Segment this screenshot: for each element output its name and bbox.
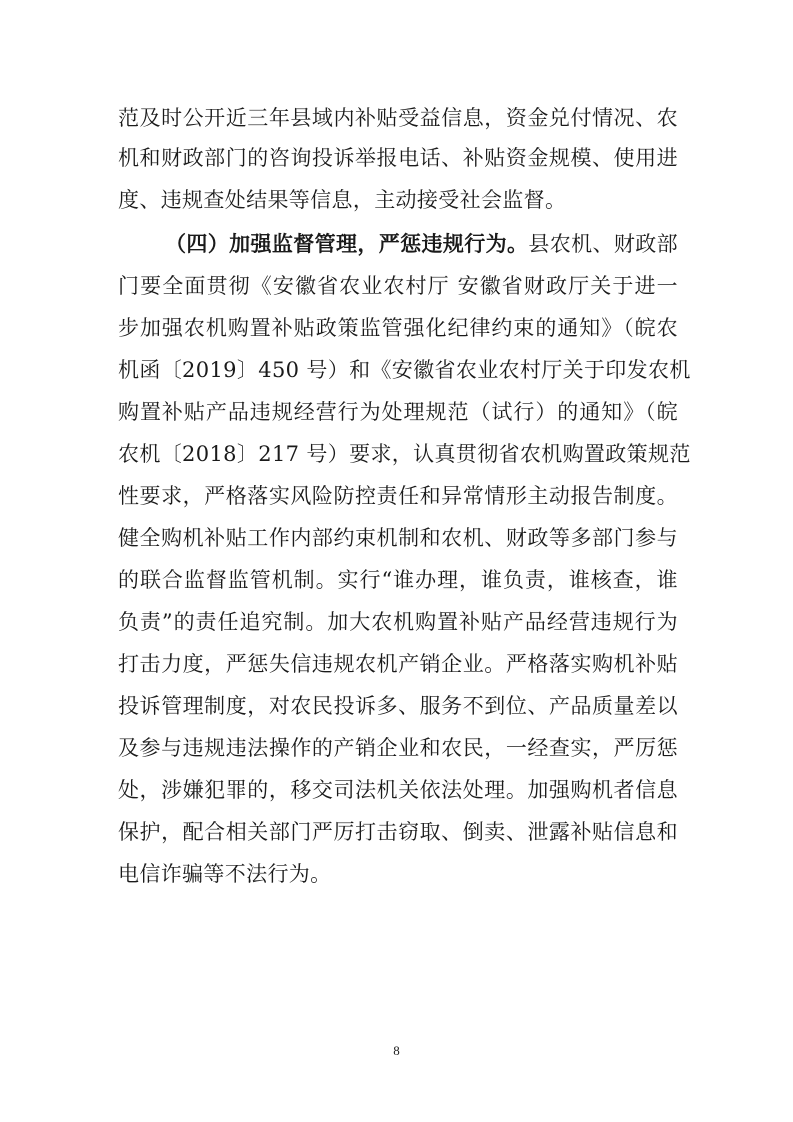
- paragraph-line: 打击力度，严惩失信违规农机产销企业。严格落实购机补贴: [118, 652, 678, 676]
- paragraph-first-line: [165, 230, 678, 258]
- paragraph-line: 投诉管理制度，对农民投诉多、服务不到位、产品质量差以: [118, 694, 678, 718]
- paragraph-line: 处，涉嫌犯罪的，移交司法机关依法处理。加强购机者信息: [118, 778, 678, 802]
- paragraph-line: 性要求，严格落实风险防控责任和异常情形主动报告制度。: [118, 484, 678, 508]
- paragraph-line: 步加强农机购置补贴政策监管强化纪律约束的通知》（皖农: [118, 316, 678, 340]
- paragraph-line: 的联合监督监管机制。实行“谁办理，谁负责，谁核查，谁: [118, 568, 678, 592]
- page-number: 8: [393, 1043, 400, 1058]
- section-heading: （四）加强监督管理，严惩违规行为。: [165, 231, 529, 256]
- paragraph-line: 门要全面贯彻《安徽省农业农村厅 安徽省财政厅关于进一: [118, 274, 678, 298]
- paragraph-text: 县农机、财政部: [528, 232, 678, 256]
- paragraph-line: 范及时公开近三年县域内补贴受益信息，资金兑付情况、农: [118, 106, 678, 130]
- paragraph-line: 机函〔2019〕450 号）和《安徽省农业农村厅关于印发农机: [118, 358, 691, 382]
- paragraph-line: 负责”的责任追究制。加大农机购置补贴产品经营违规行为: [118, 610, 678, 634]
- paragraph-line: 机和财政部门的咨询投诉举报电话、补贴资金规模、使用进: [118, 146, 678, 170]
- paragraph-line: 健全购机补贴工作内部约束机制和农机、财政等多部门参与: [118, 526, 678, 550]
- paragraph-line: 购置补贴产品违规经营行为处理规范（试行）的通知》（皖: [118, 400, 678, 424]
- paragraph-line: 及参与违规违法操作的产销企业和农民，一经查实，严厉惩: [118, 736, 678, 760]
- paragraph-line: 电信诈骗等不法行为。: [118, 862, 332, 886]
- paragraph-line: 保护，配合相关部门严厉打击窃取、倒卖、泄露补贴信息和: [118, 820, 678, 844]
- paragraph-line: 度、违规查处结果等信息，主动接受社会监督。: [118, 188, 567, 212]
- paragraph-line: 农机〔2018〕217 号）要求，认真贯彻省农机购置政策规范: [118, 442, 691, 466]
